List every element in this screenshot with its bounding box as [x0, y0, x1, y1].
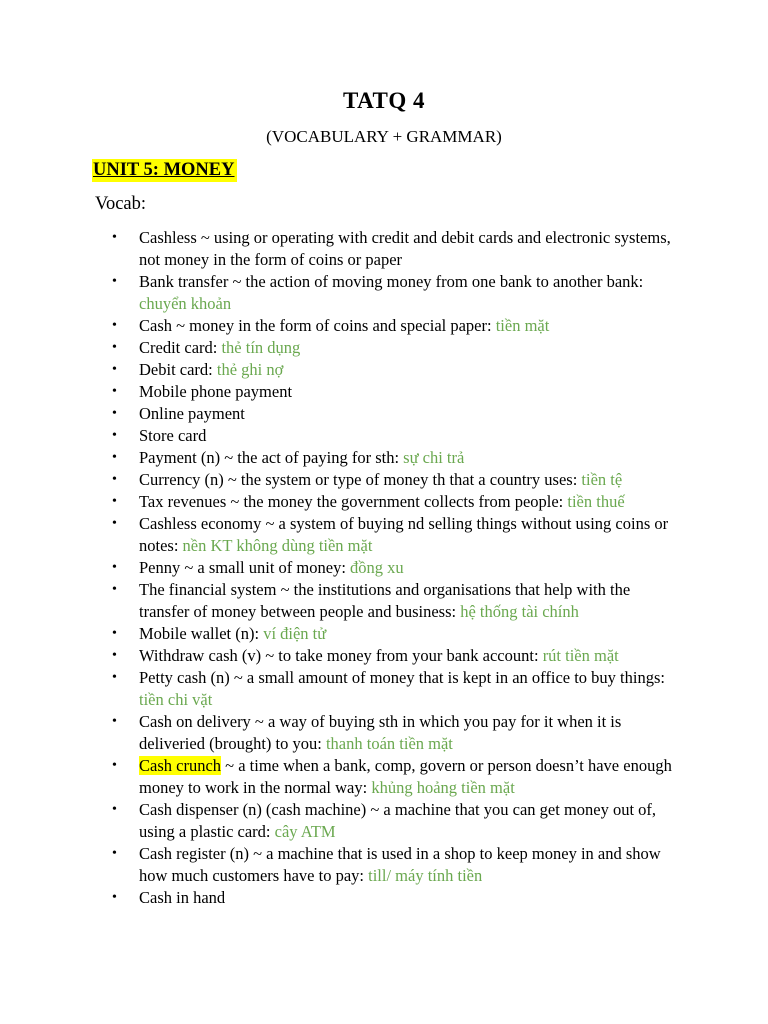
list-item — [0, 227, 679, 271]
definition-text: ~ a time when a bank, comp, govern or person doesn’t have enough money to work in the normal way: — [139, 756, 672, 797]
definition-text: Penny ~ a small unit of money: — [139, 558, 351, 577]
definition-text: Cash register (n) ~ a machine that is used in a shop to keep money in and show how much customers have to pay: — [139, 844, 661, 885]
vietnamese-translation: tiền mặt — [495, 316, 550, 335]
list-item — [0, 667, 679, 711]
vietnamese-translation: nền KT không dùng tiền mặt — [182, 536, 373, 555]
list-item — [0, 447, 679, 469]
definition-text: Petty cash (n) ~ a small amount of money that is kept in an office to buy things: — [139, 668, 665, 687]
bullet-icon: • — [112, 890, 117, 905]
list-item — [0, 557, 679, 579]
definition-text: Mobile phone payment — [139, 382, 293, 401]
list-item — [0, 337, 679, 359]
definition-text: Payment (n) ~ the act of paying for sth: — [139, 448, 404, 467]
vietnamese-translation: thẻ ghi nợ — [216, 360, 284, 379]
definition-text: The financial system ~ the institutions and organisations that help with the transfer of money between people and business: — [139, 580, 631, 621]
list-item — [0, 623, 679, 645]
definition-text: Withdraw cash (v) ~ to take money from your bank account: — [139, 646, 543, 665]
highlighted-term: Cash crunch — [139, 756, 222, 775]
unit-heading — [92, 159, 237, 182]
bullet-icon: • — [112, 714, 117, 729]
vietnamese-translation: thẻ tín dụng — [221, 338, 301, 357]
vietnamese-translation: ví điện tử — [263, 624, 327, 643]
vietnamese-translation: hệ thống tài chính — [460, 602, 579, 621]
definition-text: Mobile wallet (n): — [139, 624, 264, 643]
bullet-icon: • — [112, 846, 117, 861]
list-item — [0, 645, 679, 667]
list-item — [0, 799, 679, 843]
list-item — [0, 359, 679, 381]
section-label: Vocab: — [95, 194, 147, 214]
list-item — [0, 579, 679, 623]
list-item — [0, 469, 679, 491]
vietnamese-translation: tiền thuế — [567, 492, 625, 511]
bullet-icon: • — [112, 626, 117, 641]
definition-text: Store card — [139, 426, 207, 445]
vietnamese-translation: till/ máy tính tiền — [368, 866, 483, 885]
definition-text: Credit card: — [139, 338, 222, 357]
bullet-icon: • — [112, 362, 117, 377]
list-item — [0, 843, 679, 887]
bullet-icon: • — [112, 428, 117, 443]
definition-text: Cash ~ money in the form of coins and special paper: — [139, 316, 496, 335]
list-item — [0, 491, 679, 513]
document-subtitle: (VOCABULARY + GRAMMAR) — [266, 127, 502, 146]
vietnamese-translation: sự chi trả — [403, 448, 465, 467]
list-item — [0, 711, 679, 755]
bullet-icon: • — [112, 516, 117, 531]
bullet-icon: • — [112, 582, 117, 597]
bullet-icon: • — [112, 802, 117, 817]
bullet-icon: • — [112, 560, 117, 575]
bullet-icon: • — [112, 758, 117, 773]
list-item — [0, 315, 679, 337]
definition-text: Cash dispenser (n) (cash machine) ~ a machine that you can get money out of, using a plastic card: — [139, 800, 657, 841]
list-item — [0, 381, 679, 403]
bullet-icon: • — [112, 318, 117, 333]
list-item — [0, 271, 679, 315]
document-title: TATQ 4 — [342, 88, 426, 113]
bullet-icon: • — [112, 670, 117, 685]
vietnamese-translation: chuyển khoản — [139, 294, 232, 313]
bullet-icon: • — [112, 274, 117, 289]
vietnamese-translation: tiền chi vặt — [139, 690, 213, 709]
vietnamese-translation: khủng hoảng tiền mặt — [371, 778, 515, 797]
bullet-icon: • — [112, 648, 117, 663]
bullet-icon: • — [112, 406, 117, 421]
vocab-list — [0, 227, 768, 909]
definition-text: Currency (n) ~ the system or type of money th that a country uses: — [139, 470, 582, 489]
list-item — [0, 425, 679, 447]
vietnamese-translation: tiền tệ — [581, 470, 623, 489]
bullet-icon: • — [112, 472, 117, 487]
definition-text: Cash in hand — [139, 888, 226, 907]
bullet-icon: • — [112, 340, 117, 355]
list-item — [0, 403, 679, 425]
definition-text: Debit card: — [139, 360, 217, 379]
vietnamese-translation: rút tiền mặt — [542, 646, 619, 665]
bullet-icon: • — [112, 384, 117, 399]
bullet-icon: • — [112, 494, 117, 509]
vietnamese-translation: cây ATM — [274, 822, 336, 841]
definition-text: Online payment — [139, 404, 245, 423]
list-item — [0, 513, 679, 557]
definition-text: Cashless economy ~ a system of buying nd selling things without using coins or notes: — [139, 514, 669, 555]
list-item — [0, 887, 679, 909]
vietnamese-translation: đồng xu — [350, 558, 404, 577]
definition-text: Cashless ~ using or operating with credit and debit cards and electronic systems, not money in the form of coins or paper — [139, 228, 671, 269]
unit-heading-text: UNIT 5: MONEY — [93, 160, 235, 180]
definition-text: Bank transfer ~ the action of moving money from one bank to another bank: — [139, 272, 644, 291]
definition-text: Tax revenues ~ the money the government collects from people: — [139, 492, 568, 511]
definition-text: Cash on delivery ~ a way of buying sth in which you pay for it when it is deliveried (brought) to you: — [139, 712, 622, 753]
list-item — [0, 755, 679, 799]
vietnamese-translation: thanh toán tiền mặt — [325, 734, 453, 753]
bullet-icon: • — [112, 230, 117, 245]
bullet-icon: • — [112, 450, 117, 465]
